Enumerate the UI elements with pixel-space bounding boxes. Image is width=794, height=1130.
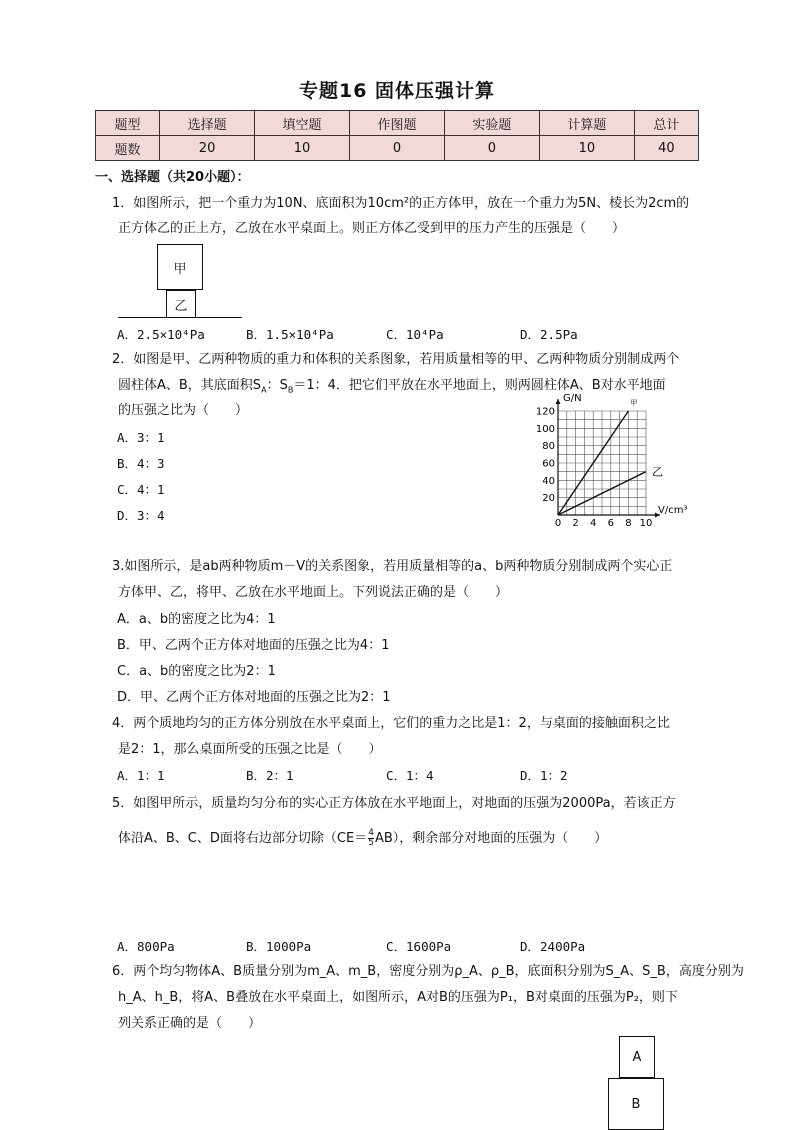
table-cell: 题数 (96, 136, 160, 161)
block-a: A (619, 1036, 655, 1078)
y-tick-label: 80 (542, 441, 555, 453)
block-b: B (608, 1078, 664, 1130)
q1-option-b: B．1.5×10⁴Pa (246, 327, 334, 342)
q5-stem-line2: 体沿A、B、C、D面将右边部分切除（CE＝ $\frac{4}{5}$ AB），剩余部分对地面的压强为（ ） (118, 828, 608, 848)
q5-option-d: D．2400Pa (520, 939, 586, 954)
q2-option-b: B．4：3 (117, 456, 165, 471)
q2-option-c: C．4：1 (117, 482, 165, 497)
block-jia: 甲 (157, 244, 203, 290)
table-cell: 40 (634, 136, 698, 161)
series-label-0: 甲 (630, 399, 638, 407)
q4-stem-line2: 是2：1，那么桌面所受的压强之比是（ ） (118, 742, 382, 757)
table-cell: 选择题 (160, 111, 255, 136)
table-cell: 0 (350, 136, 445, 161)
y-tick-label: 20 (542, 493, 555, 505)
q5-option-c: C．1600Pa (386, 939, 452, 954)
q6-stem-line1: 6．两个均匀物体A、B质量分别为m_A、m_B，密度分别为ρ_A、ρ_B，底面积分别为S_A、S_B，高度分别为 (112, 964, 744, 979)
page-title: 专题16 固体压强计算 (298, 80, 496, 102)
table-row (96, 136, 699, 161)
y-tick-label: 120 (535, 406, 555, 418)
q6-stem-line3: 列关系正确的是（ ） (118, 1016, 262, 1031)
y-axis-label: G/N (563, 393, 582, 404)
q2-stem-line1: 2．如图是甲、乙两种物质的重力和体积的关系图象，若用质量相等的甲、乙两种物质分别制成两个 (112, 352, 680, 367)
chart-grid (558, 411, 646, 515)
section-heading: 一、选择题（共20小题）： (95, 170, 250, 185)
q6-figure (608, 1036, 664, 1123)
q2-option-d: D．3：4 (117, 508, 165, 523)
table-cell: 题型 (96, 111, 160, 136)
q3-option-a: A．a、b的密度之比为4：1 (117, 612, 276, 627)
q1-option-a: A．2.5×10⁴Pa (117, 327, 205, 342)
x-axis-label: V/cm³ (658, 505, 688, 516)
q4-option-d: D．1：2 (520, 768, 568, 783)
q3-option-b: B．甲、乙两个正方体对地面的压强之比为4：1 (117, 638, 390, 653)
table-cell: 实验题 (444, 111, 539, 136)
table-cell: 10 (539, 136, 634, 161)
q3-stem-line2: 方体甲、乙，将甲、乙放在水平地面上。下列说法正确的是（ ） (118, 585, 509, 600)
q3-option-c: C．a、b的密度之比为2：1 (117, 664, 276, 679)
y-axis-arrow (556, 399, 561, 404)
summary-table (95, 110, 699, 161)
x-tick-label: 2 (572, 518, 579, 529)
fraction: $\frac{4}{5}$ (368, 828, 374, 848)
q5-stem-line1: 5．如图甲所示，质量均匀分布的实心正方体放在水平地面上，对地面的压强为2000Pa，若该正方 (112, 796, 676, 811)
q4-option-a: A．1：1 (117, 768, 165, 783)
q1-stem-line1: 1．如图所示，把一个重力为10N、底面积为10cm²的正方体甲，放在一个重力为5N、棱长为2cm的 (112, 196, 690, 211)
x-tick-label: 6 (607, 518, 614, 529)
chart-labels (536, 393, 688, 529)
x-tick-label: 10 (639, 518, 653, 529)
q2-gv-chart (530, 392, 700, 530)
table-cell: 10 (255, 136, 350, 161)
x-tick-label: 0 (554, 518, 562, 529)
table-cell: 计算题 (539, 111, 634, 136)
series-label-1: 乙 (652, 465, 663, 479)
q4-option-c: C．1：4 (386, 768, 434, 783)
q3-option-d: D．甲、乙两个正方体对地面的压强之比为2：1 (117, 690, 391, 705)
q5-option-a: A．800Pa (117, 939, 175, 954)
q4-stem-line1: 4．两个质地均匀的正方体分别放在水平桌面上，它们的重力之比是1：2，与桌面的接触面积之比 (112, 716, 670, 731)
q1-option-d: D．2.5Pa (520, 327, 578, 342)
q3-stem-line1: 3.如图所示，是ab两种物质m－V的关系图象，若用质量相等的a、b两种物质分别制成两个实心正 (112, 559, 673, 574)
q4-option-b: B．2：1 (246, 768, 294, 783)
table-cell: 0 (444, 136, 539, 161)
table-surface (118, 317, 242, 318)
x-tick-label: 4 (590, 518, 597, 529)
block-yi: 乙 (166, 290, 196, 318)
table-header-row (96, 111, 699, 136)
y-tick-label: 40 (542, 475, 555, 487)
table-cell: 作图题 (350, 111, 445, 136)
table-cell: 20 (160, 136, 255, 161)
q6-stem-line2: h_A、h_B，将A、B叠放在水平桌面上，如图所示，A对B的压强为P₁，B对桌面的压强为P₂，则下 (118, 990, 678, 1005)
q1-option-c: C．10⁴Pa (386, 327, 444, 342)
chart-axes (556, 399, 661, 518)
q2-stem-line2: 圆柱体A、B，其底面积$S_A$：$S_B=1$：4．把它们平放在水平地面上，则两圆柱体A、B对水平地面 (118, 378, 666, 395)
y-tick-label: 60 (542, 458, 555, 470)
q2-stem-line3: 的压强之比为（ ） (118, 403, 249, 418)
q1-stem-line2: 正方体乙的正上方，乙放在水平桌面上。则正方体乙受到甲的压力产生的压强是（ ） (118, 221, 626, 236)
q2-option-a: A．3：1 (117, 430, 165, 445)
y-tick-label: 100 (535, 423, 555, 435)
q5-option-b: B．1000Pa (246, 939, 312, 954)
table-cell: 填空题 (255, 111, 350, 136)
q1-figure (118, 244, 244, 322)
x-tick-label: 8 (625, 518, 632, 529)
table-cell: 总计 (634, 111, 698, 136)
